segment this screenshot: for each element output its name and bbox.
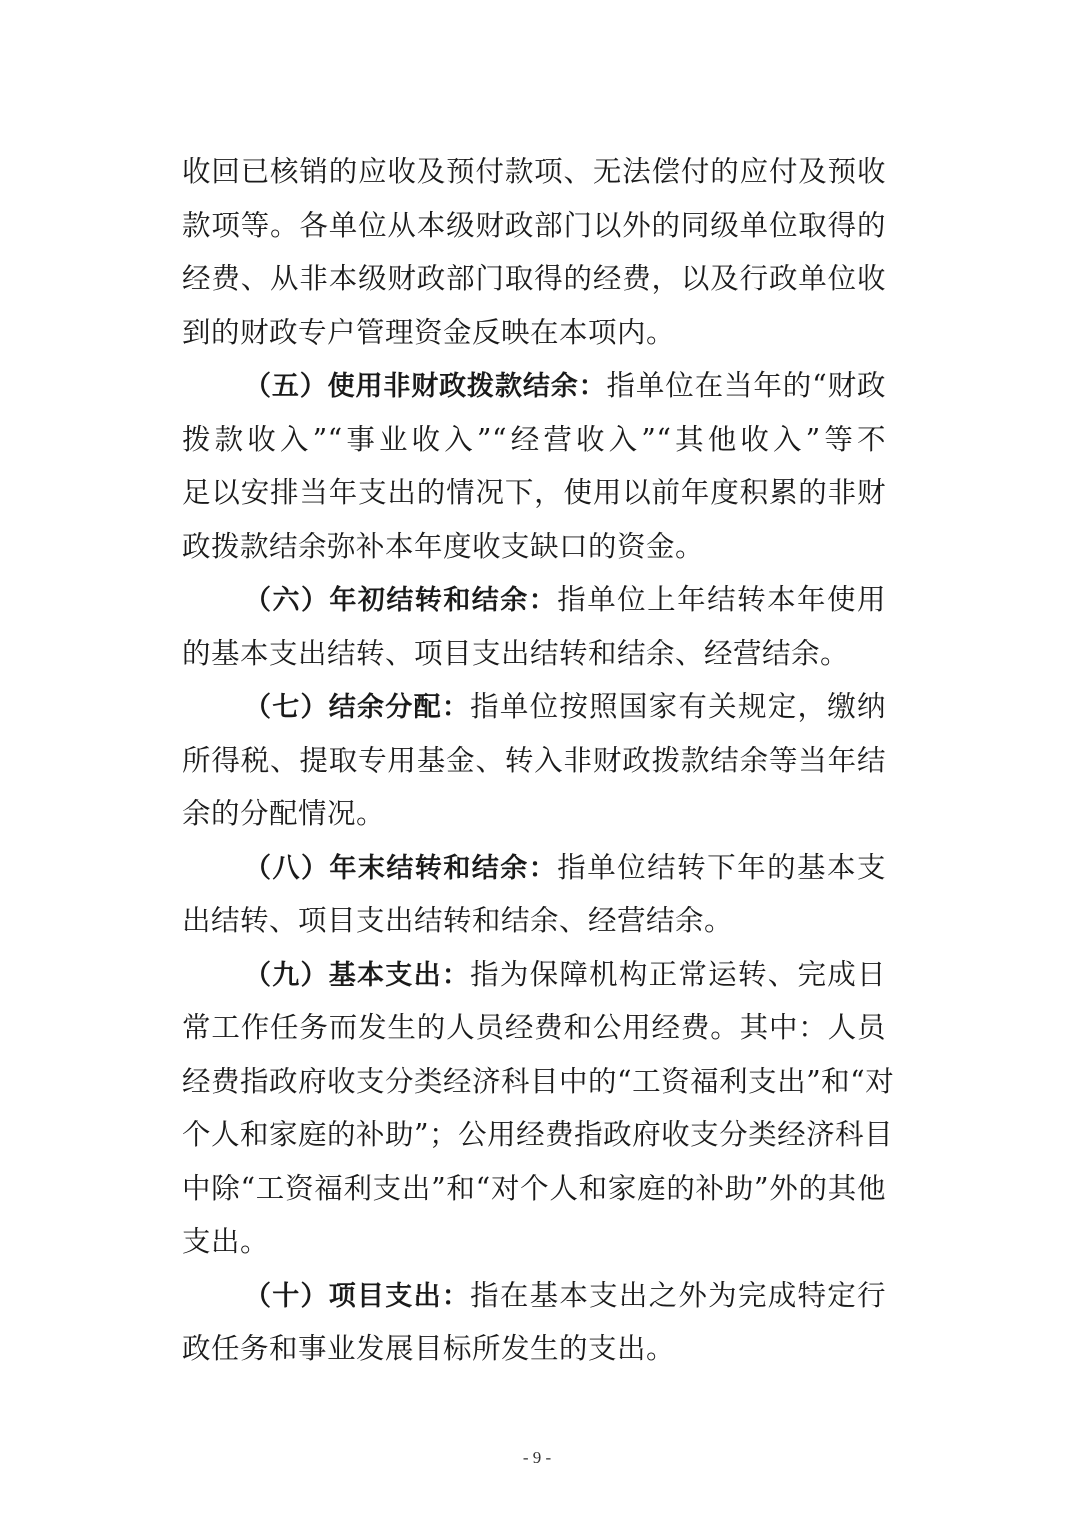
text-line: 拨款收入”“事业收入”“经营收入”“其他收入”等不 (182, 422, 886, 456)
text-line: 政任务和事业发展目标所发生的支出。 (182, 1332, 676, 1365)
text-line: 款项等。各单位从本级财政部门以外的同级单位取得的 (182, 208, 886, 242)
text-line: 出结转、项目支出结转和结余、经营结余。 (182, 904, 734, 937)
paragraph (182, 1269, 886, 1376)
paragraph (182, 841, 886, 948)
definition-text: 指单位结转下年的基本支 (557, 850, 886, 884)
definition-text: 指为保障机构正常运转、完成日 (470, 957, 886, 991)
text-line: 足以安排当年支出的情况下，使用以前年度积累的非财 (182, 476, 886, 509)
text-line: 收回已核销的应收及预付款项、无法偿付的应付及预收 (182, 155, 886, 188)
definition-text: 指在基本支出之外为完成特定行 (470, 1278, 886, 1312)
text-line: 经费指政府收支分类经济科目中的“工资福利支出”和“对 (182, 1064, 895, 1098)
text-line: 政拨款结余弥补本年度收支缺口的资金。 (182, 529, 705, 563)
definition-text: 指单位上年结转本年使用 (557, 583, 886, 616)
term-heading: （五）使用非财政拨款结余： (244, 371, 607, 402)
text-line: 常工作任务而发生的人员经费和公用经费。其中：人员 (182, 1011, 886, 1044)
text-line: 余的分配情况。 (182, 797, 386, 830)
term-heading: （七）结余分配： (244, 692, 471, 723)
paragraph (182, 359, 886, 573)
paragraph (182, 145, 886, 359)
page-number: - 9 - (522, 1448, 552, 1467)
term-heading: （八）年末结转和结余： (244, 852, 558, 884)
document-body (182, 145, 895, 1376)
definition-text: 指单位在当年的“财政 (606, 369, 887, 402)
text-line: 所得税、提取专用基金、转入非财政拨款结余等当年结 (182, 743, 886, 777)
paragraph (182, 680, 886, 841)
text-line: 到的财政专户管理资金反映在本项内。 (182, 315, 676, 349)
term-heading: （六）年初结转和结余： (244, 585, 558, 616)
text-line: 中除“工资福利支出”和“对个人和家庭的补助”外的其他 (182, 1171, 886, 1205)
text-line: 支出。 (182, 1225, 270, 1258)
text-line (182, 1269, 886, 1323)
text-line: 个人和家庭的补助”；公用经费指政府收支分类经济科目 (182, 1118, 894, 1151)
text-line (182, 359, 886, 413)
text-line: 经费、从非本级财政部门取得的经费，以及行政单位收 (182, 262, 886, 295)
text-line (182, 841, 886, 895)
paragraph (182, 573, 886, 680)
term-heading: （九）基本支出： (244, 959, 471, 991)
paragraph (182, 948, 895, 1269)
definition-text: 指单位按照国家有关规定，缴纳 (470, 690, 886, 723)
text-line (182, 573, 886, 627)
text-line: 的基本支出结转、项目支出结转和结余、经营结余。 (182, 636, 850, 670)
term-heading: （十）项目支出： (244, 1280, 471, 1312)
text-line (182, 948, 886, 1002)
text-line (182, 680, 886, 734)
